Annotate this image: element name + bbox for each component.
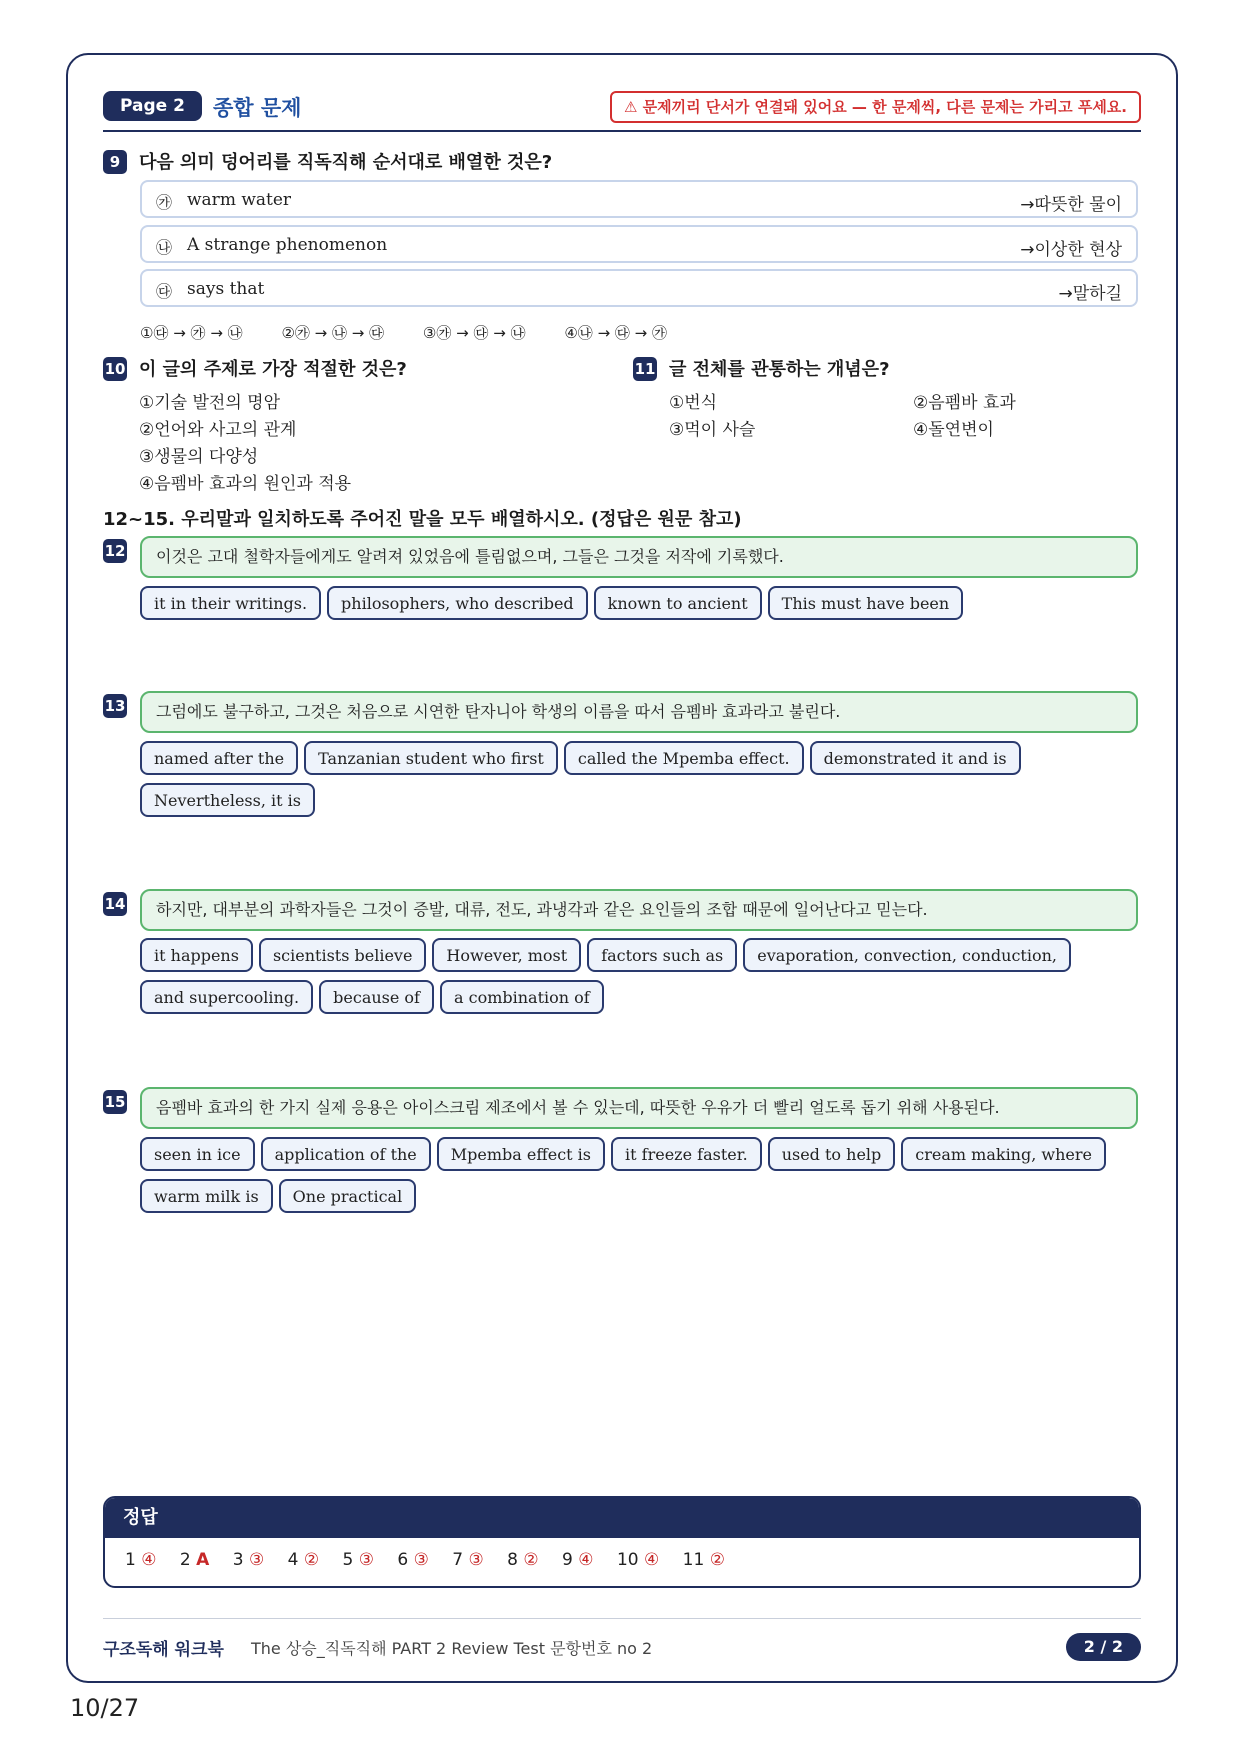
answer-number: 10 xyxy=(616,1550,639,1570)
answer-item xyxy=(288,1550,319,1570)
answer-value: ④ xyxy=(141,1550,157,1570)
chunk-korean: →따뜻한 물이 xyxy=(1020,195,1122,215)
option-3[interactable]: ③㉮ → ㉰ → ㉯ xyxy=(422,324,526,342)
answer-value: A xyxy=(196,1550,210,1570)
answer-number: 1 xyxy=(125,1550,136,1570)
word-chunk[interactable]: and supercooling. xyxy=(140,980,313,1014)
answer-item xyxy=(507,1550,538,1570)
chunk-english: says that xyxy=(187,279,265,299)
word-chunk[interactable]: Mpemba effect is xyxy=(437,1137,605,1171)
word-chunk[interactable]: philosophers, who described xyxy=(327,586,588,620)
answer-value: ③ xyxy=(413,1550,429,1570)
answer-key xyxy=(103,1496,1141,1588)
warning-notice: ⚠ 문제끼리 단서가 연결돼 있어요 — 한 문제씩, 다른 문제는 가리고 푸세요. xyxy=(610,91,1141,123)
word-chunk[interactable]: factors such as xyxy=(587,938,737,972)
chunk-mark: ㉰ xyxy=(156,282,173,301)
chunk-english: warm water xyxy=(187,190,292,210)
answer-value: ④ xyxy=(643,1550,660,1570)
answer-item xyxy=(125,1550,156,1570)
chunk-bank-14 xyxy=(140,938,1140,1022)
chunk-mark: ㉯ xyxy=(156,238,173,257)
word-chunk[interactable]: One practical xyxy=(279,1179,417,1213)
word-chunk[interactable]: Tanzanian student who first xyxy=(304,741,558,775)
option-2[interactable]: ②음펨바 효과 xyxy=(913,393,1016,413)
page-counter: 10/27 xyxy=(70,1694,140,1722)
word-chunk[interactable]: because of xyxy=(319,980,434,1014)
answer-number: 3 xyxy=(232,1550,244,1570)
question-text-11: 글 전체를 관통하는 개념은? xyxy=(669,359,890,380)
option-3[interactable]: ③먹이 사슬 xyxy=(669,420,756,440)
word-chunk[interactable]: it freeze faster. xyxy=(611,1137,762,1171)
word-chunk[interactable]: it in their writings. xyxy=(140,586,321,620)
chunk-row xyxy=(140,225,1138,263)
answer-number: 8 xyxy=(507,1550,518,1570)
footer-brand: 구조독해 워크북 xyxy=(103,1640,224,1660)
footer-page-badge: 2 / 2 xyxy=(1066,1633,1141,1661)
answer-number: 6 xyxy=(397,1550,409,1570)
question-number-13: 13 xyxy=(103,694,127,718)
answer-number: 7 xyxy=(452,1550,464,1570)
chunk-row xyxy=(140,180,1138,218)
word-chunk[interactable]: called the Mpemba effect. xyxy=(564,741,804,775)
page-footer xyxy=(103,1618,1141,1669)
chunk-bank-15 xyxy=(140,1137,1140,1221)
word-chunk[interactable]: known to ancient xyxy=(594,586,762,620)
korean-sentence: 하지만, 대부분의 과학자들은 그것이 증발, 대류, 전도, 과냉각과 같은 요인들의 조합 때문에 일어난다고 믿는다. xyxy=(140,889,1138,931)
answer-value: ③ xyxy=(468,1550,484,1570)
korean-sentence: 그럼에도 불구하고, 그것은 처음으로 시연한 탄자니아 학생의 이름을 따서 음펨바 효과라고 불린다. xyxy=(140,691,1138,733)
chunk-row xyxy=(140,269,1138,307)
option-4[interactable]: ④돌연변이 xyxy=(913,420,994,440)
answer-value: ② xyxy=(303,1550,320,1570)
question-number-9: 9 xyxy=(103,150,127,174)
word-chunk[interactable]: named after the xyxy=(140,741,298,775)
word-chunk[interactable]: cream making, where xyxy=(901,1137,1106,1171)
answer-number: 2 xyxy=(179,1550,191,1570)
word-chunk[interactable]: it happens xyxy=(140,938,253,972)
answer-value: ③ xyxy=(248,1550,265,1570)
answer-number: 11 xyxy=(682,1550,705,1570)
chunk-bank-13 xyxy=(140,741,1140,825)
question-number-11: 11 xyxy=(633,357,657,381)
option-4[interactable]: ④㉯ → ㉰ → ㉮ xyxy=(564,324,668,342)
option-2[interactable]: ②㉮ → ㉯ → ㉰ xyxy=(281,324,385,342)
question-number-10: 10 xyxy=(103,357,127,381)
word-chunk[interactable]: However, most xyxy=(432,938,581,972)
answer-item xyxy=(233,1550,264,1570)
page-title: 종합 문제 xyxy=(213,96,302,120)
word-chunk[interactable]: a combination of xyxy=(440,980,604,1014)
option-1[interactable]: ①㉰ → ㉮ → ㉯ xyxy=(140,324,243,342)
option-3[interactable]: ③생물의 다양성 xyxy=(139,447,259,467)
answer-item xyxy=(397,1550,428,1570)
answer-item xyxy=(617,1550,659,1570)
option-1[interactable]: ①기술 발전의 명암 xyxy=(139,393,281,413)
chunk-korean: →말하길 xyxy=(1058,284,1122,304)
answer-value: ② xyxy=(709,1550,725,1570)
chunk-bank-12 xyxy=(140,586,1140,628)
option-1[interactable]: ①번식 xyxy=(669,393,718,413)
answer-number: 5 xyxy=(342,1550,354,1570)
answer-key-title: 정답 xyxy=(105,1498,1139,1538)
section-heading: 12~15. 우리말과 일치하도록 주어진 말을 모두 배열하시오. (정답은 원문 참고) xyxy=(103,509,742,530)
answer-item xyxy=(562,1550,593,1570)
question-text-9: 다음 의미 덩어리를 직독직해 순서대로 배열한 것은? xyxy=(139,152,553,173)
word-chunk[interactable]: application of the xyxy=(261,1137,431,1171)
answer-number: 4 xyxy=(287,1550,299,1570)
answer-item xyxy=(683,1550,725,1570)
korean-sentence: 이것은 고대 철학자들에게도 알려져 있었음에 틀림없으며, 그들은 그것을 저작에 기록했다. xyxy=(140,536,1138,578)
word-chunk[interactable]: warm milk is xyxy=(140,1179,273,1213)
option-2[interactable]: ②언어와 사고의 관계 xyxy=(139,420,297,440)
word-chunk[interactable]: used to help xyxy=(768,1137,896,1171)
word-chunk[interactable]: This must have been xyxy=(768,586,964,620)
answer-item xyxy=(180,1550,209,1570)
page-badge: Page 2 xyxy=(103,91,202,121)
question-number-15: 15 xyxy=(103,1090,127,1114)
answer-value: ④ xyxy=(578,1550,594,1570)
word-chunk[interactable]: Nevertheless, it is xyxy=(140,783,315,817)
answer-item xyxy=(342,1550,373,1570)
question-number-14: 14 xyxy=(103,892,127,916)
word-chunk[interactable]: scientists believe xyxy=(259,938,426,972)
question-number-12: 12 xyxy=(103,539,127,563)
answer-item xyxy=(452,1550,483,1570)
korean-sentence: 음펨바 효과의 한 가지 실제 응용은 아이스크림 제조에서 볼 수 있는데, 따뜻한 우유가 더 빨리 얼도록 돕기 위해 사용된다. xyxy=(140,1087,1138,1129)
chunk-mark: ㉮ xyxy=(156,193,173,212)
option-4[interactable]: ④음펨바 효과의 원인과 적용 xyxy=(139,474,352,494)
word-chunk[interactable]: seen in ice xyxy=(140,1137,255,1171)
question-text-10: 이 글의 주제로 가장 적절한 것은? xyxy=(139,359,407,380)
chunk-korean: →이상한 현상 xyxy=(1020,240,1122,260)
word-chunk[interactable]: evaporation, convection, conduction, xyxy=(743,938,1071,972)
footer-subtitle: The 상승_직독직해 PART 2 Review Test 문항번호 no 2 xyxy=(251,1639,653,1658)
question-9-options xyxy=(140,322,701,343)
word-chunk[interactable]: demonstrated it and is xyxy=(810,741,1021,775)
answer-value: ③ xyxy=(358,1550,374,1570)
answer-number: 9 xyxy=(562,1550,573,1570)
answer-list xyxy=(105,1538,1139,1570)
page-header xyxy=(103,90,1141,132)
chunk-english: A strange phenomenon xyxy=(187,235,388,255)
answer-value: ② xyxy=(523,1550,539,1570)
